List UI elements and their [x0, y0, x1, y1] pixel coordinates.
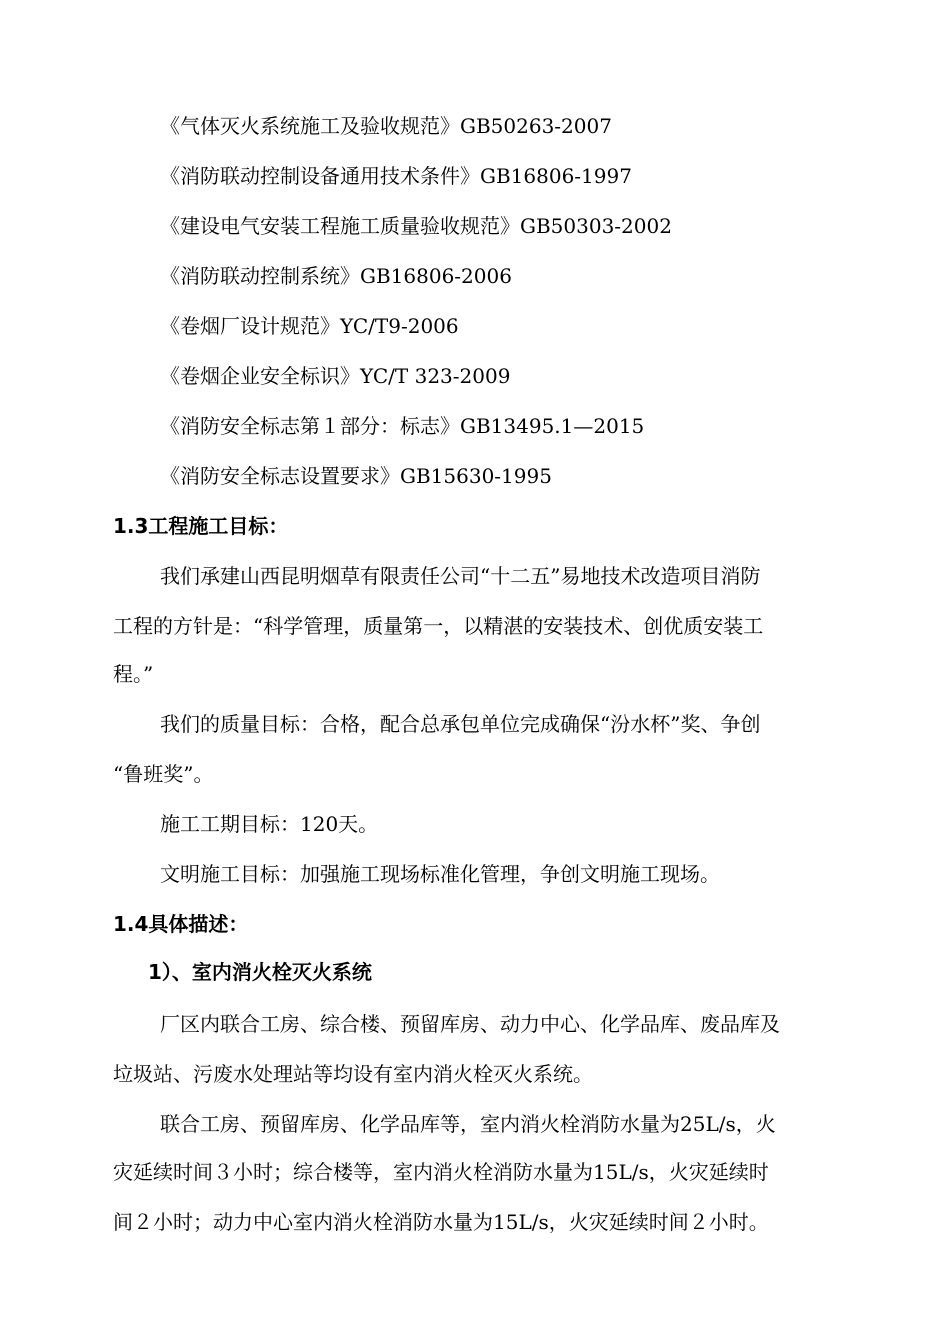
paragraph-line: 间２小时；动力中心室内消火栓消防水量为15L/s，火灾延续时间２小时。 — [113, 1210, 769, 1234]
paragraph-line: 垃圾站、污废水处理站等均设有室内消火栓灭火系统。 — [113, 1062, 593, 1086]
paragraph-line: 联合工房、预留库房、化学品库等，室内消火栓消防水量为25L/s，火 — [160, 1112, 776, 1136]
reference-item: 《建设电气安装工程施工质量验收规范》GB50303-2002 — [160, 214, 672, 238]
paragraph-line: 工程的方针是：“科学管理，质量第一，以精湛的安装技术、创优质安装工 — [113, 614, 764, 638]
section-heading-1-3: 1.3工程施工目标： — [113, 514, 289, 538]
paragraph-line: “鲁班奖”。 — [113, 762, 214, 786]
paragraph-line: 文明施工目标：加强施工现场标准化管理，争创文明施工现场。 — [160, 862, 720, 886]
reference-item: 《卷烟企业安全标识》YC/T 323-2009 — [160, 364, 511, 388]
paragraph-line: 我们的质量目标：合格，配合总承包单位完成确保“汾水杯”奖、争创 — [160, 712, 761, 736]
paragraph-line: 灾延续时间３小时；综合楼等，室内消火栓消防水量为15L/s，火灾延续时 — [113, 1160, 769, 1184]
paragraph-line: 厂区内联合工房、综合楼、预留库房、动力中心、化学品库、废品库及 — [160, 1012, 780, 1036]
reference-item: 《消防安全标志第１部分：标志》GB13495.1—2015 — [160, 414, 645, 438]
reference-item: 《消防联动控制系统》GB16806-2006 — [160, 264, 512, 288]
reference-item: 《气体灭火系统施工及验收规范》GB50263-2007 — [160, 114, 612, 138]
paragraph-line: 我们承建山西昆明烟草有限责任公司“十二五”易地技术改造项目消防 — [160, 564, 761, 588]
sub-heading: 1）、室内消火栓灭火系统 — [148, 960, 372, 984]
reference-item: 《消防联动控制设备通用技术条件》GB16806-1997 — [160, 164, 632, 188]
reference-item: 《卷烟厂设计规范》YC/T9-2006 — [160, 314, 459, 338]
section-heading-1-4: 1.4具体描述： — [113, 912, 249, 936]
paragraph-line: 施工工期目标：120天。 — [160, 812, 379, 836]
paragraph-line: 程。” — [113, 662, 154, 686]
reference-item: 《消防安全标志设置要求》GB15630-1995 — [160, 464, 552, 488]
